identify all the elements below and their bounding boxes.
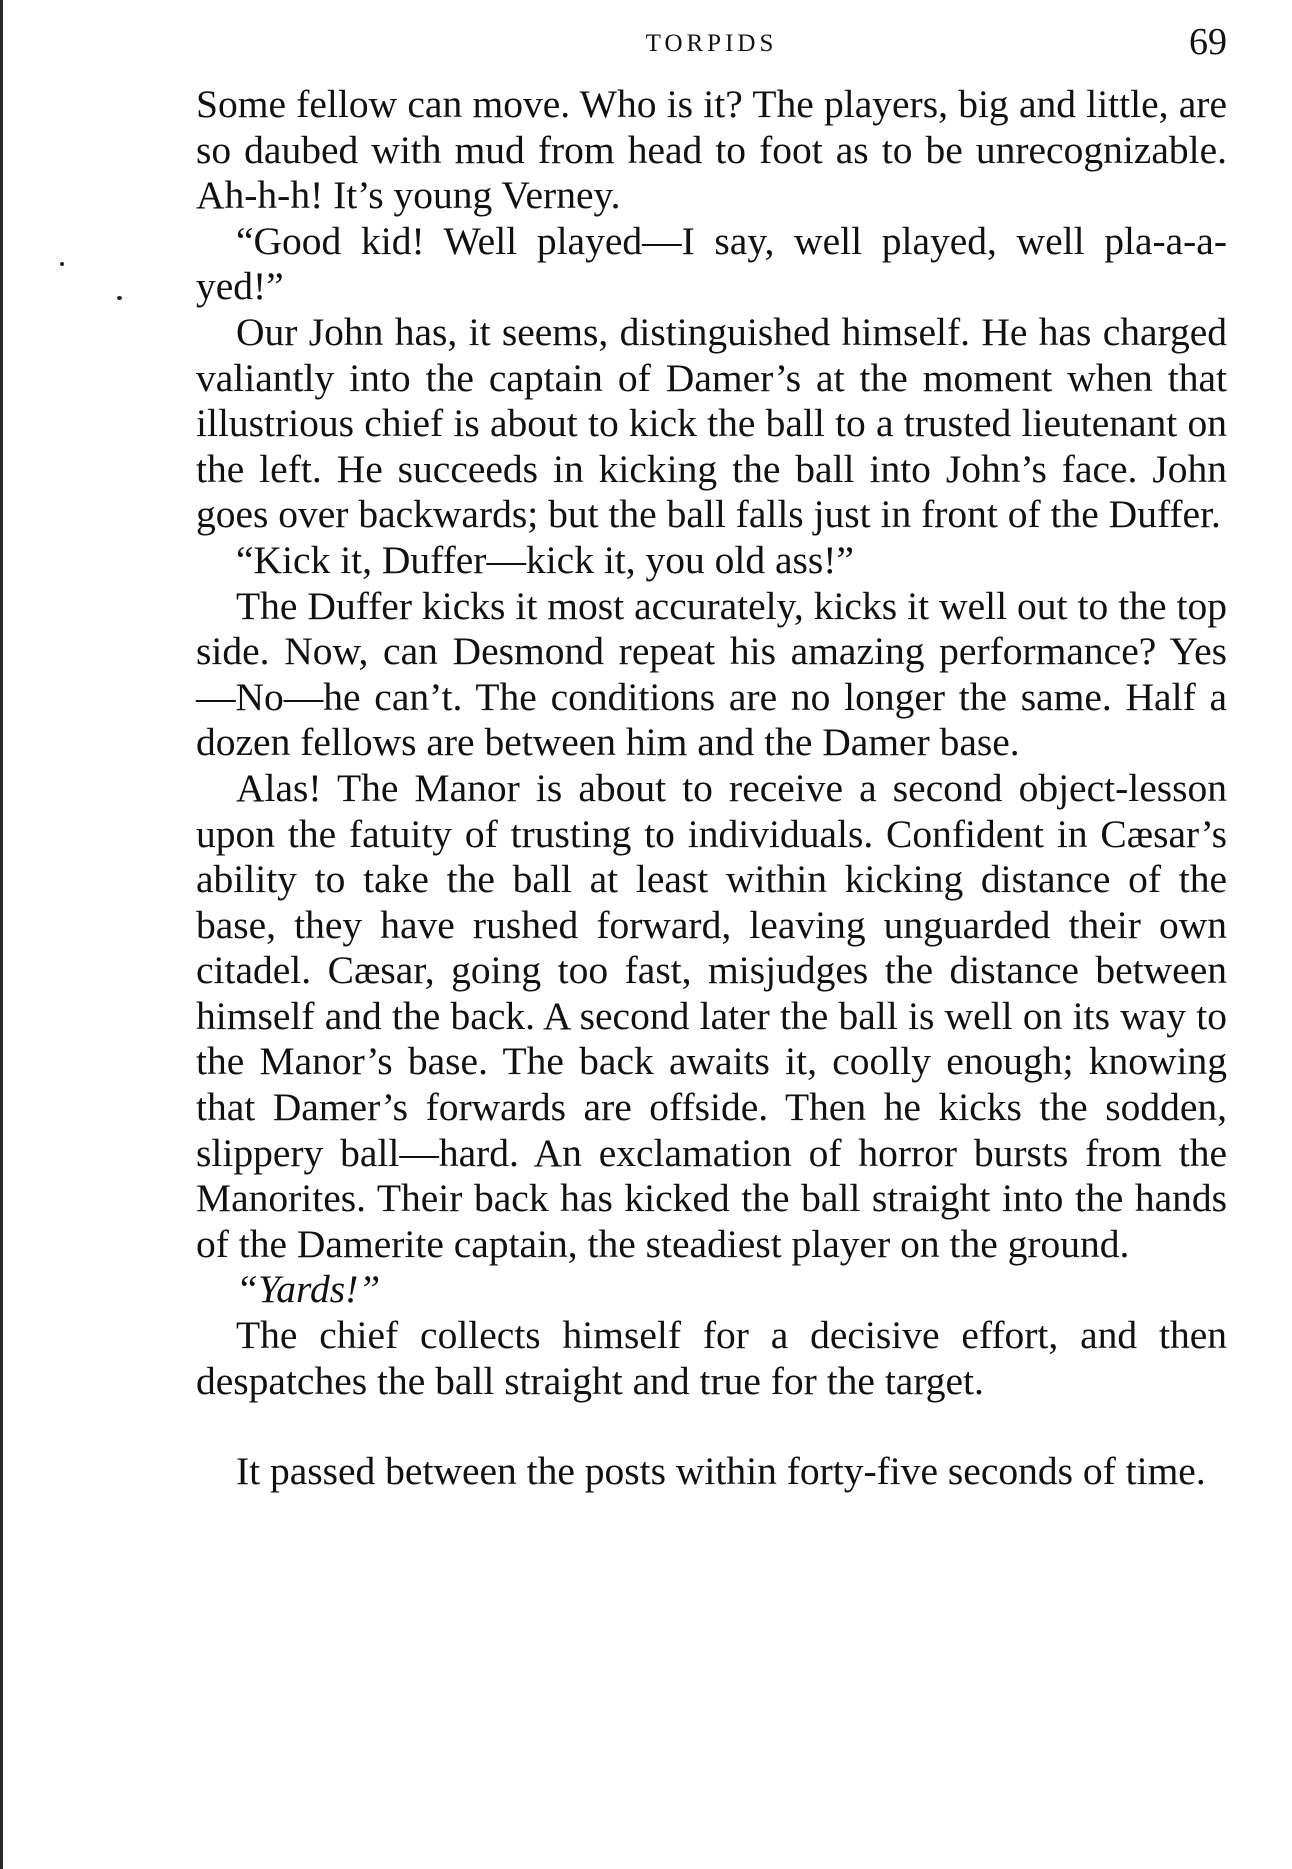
print-speck	[117, 296, 122, 300]
paragraph: “Good kid! Well played—I say, well played, well pla-a-a-yed!”	[196, 218, 1227, 309]
paragraph: Our John has, it seems, distinguished himself. He has charged valiantly into the captain of Damer’s at the moment when that illustrious chief is about to kick the ball to a trusted lieutenant on the left. He succeeds in kicking the ball into John’s face. John goes over backwards; but the ball falls just in front of the Duffer.	[196, 309, 1227, 537]
paragraph: Alas! The Manor is about to receive a second object-lesson upon the fatuity of trusting to individuals. Confident in Cæsar’s ability to take the ball at least within kicking distance of the base, they have rushed forward, leaving unguarded their own citadel. Cæsar, going too fast, misjudges the distance between himself and the back. A second later the ball is well on its way to the Manor’s base. The back awaits it, coolly enough; knowing that Damer’s forwards are offside. Then he kicks the sodden, slippery ball—hard. An exclamation of horror bursts from the Manorites. Their back has kicked the ball straight into the hands of the Damerite captain, the steadiest player on the ground.	[196, 765, 1227, 1266]
body-text	[196, 82, 1227, 1495]
paragraph: “Yards!”	[236, 1267, 381, 1312]
running-head: TORPIDS	[645, 30, 778, 57]
paragraph: The chief collects himself for a decisive effort, and then despatches the ball straight and true for the target.	[196, 1313, 1227, 1403]
page-header	[196, 22, 1227, 66]
page-number: 69	[1189, 21, 1227, 63]
paragraph: “Kick it, Duffer—kick it, you old ass!”	[236, 537, 854, 582]
page-binding-edge	[0, 0, 3, 1869]
paragraph: The Duffer kicks it most accurately, kicks it well out to the top side. Now, can Desmond repeat his amazing performance? Yes—No—he can’t. The conditions are no longer the same. Half a dozen fellows are between him and the Damer base.	[196, 583, 1227, 765]
paragraph: Some fellow can move. Who is it? The players, big and little, are so daubed with mud from head to foot as to be unrecognizable. Ah-h-h! It’s young Verney.	[196, 82, 1227, 218]
print-speck	[60, 262, 64, 266]
paragraph: It passed between the posts within forty-five seconds of time.	[236, 1449, 1206, 1494]
